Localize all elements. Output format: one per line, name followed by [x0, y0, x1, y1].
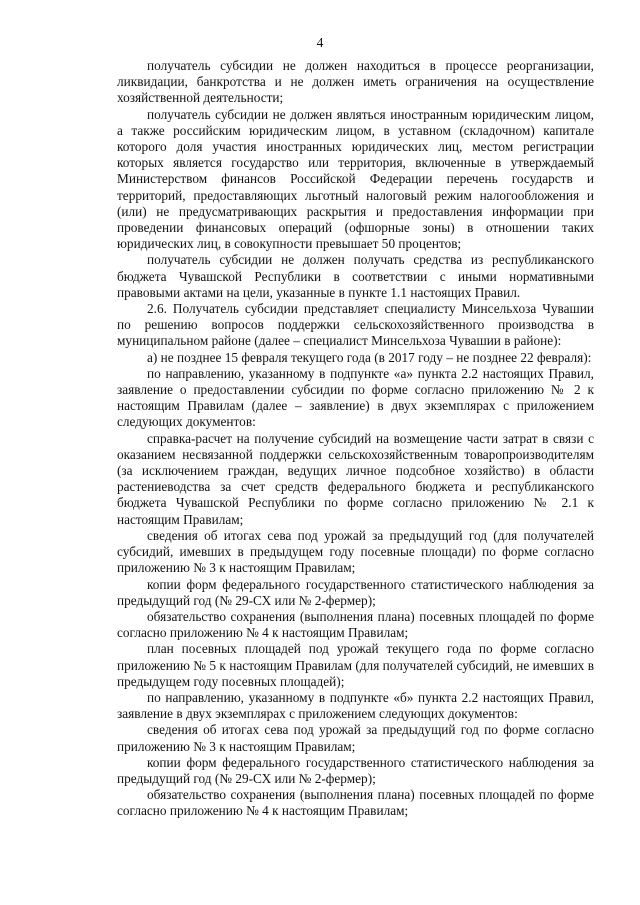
paragraph: обязательство сохранения (выполнения плана) посевных площадей по форме согласно приложению № 4 к настоящим Правилам;: [117, 787, 594, 819]
paragraph: справка-расчет на получение субсидий на возмещение части затрат в связи с оказанием несвязанной поддержки сельскохозяйственным товаропроизводителям (за исключением граждан, ведущих личное подсобное хозяйство) в области растениеводства за счет средств федерального бюджета и республиканского бюджета Чувашской Республики по форме согласно приложению № 2.1 к настоящим Правилам;: [117, 430, 594, 527]
paragraph: получатель субсидии не должен являться иностранным юридическим лицом, а также российским юридическим лицом, в уставном (складочном) капитале которого доля участия иностранных юридических лиц, местом регистрации которых является государство или территория, включенные в утверждаемый Министерством финансов Российской Федерации перечень государств и территорий, предоставляющих льготный налоговый режим налогообложения и (или) не предусматривающих раскрытия и предоставления информации при проведении финансовых операций (офшорные зоны) в отношении таких юридических лиц, в совокупности превышает 50 процентов;: [117, 106, 594, 252]
paragraph: а) не позднее 15 февраля текущего года (в 2017 году – не позднее 22 февраля):: [147, 349, 592, 365]
paragraph: копии форм федерального государственного статистического наблюдения за предыдущий год (№ 29-СХ или № 2-фермер);: [117, 754, 594, 786]
paragraph: обязательство сохранения (выполнения плана) посевных площадей по форме согласно приложению № 4 к настоящим Правилам;: [117, 608, 594, 641]
paragraph: 2.6. Получатель субсидии представляет специалисту Минсельхоза Чувашии по решению вопросов поддержки сельскохозяйственного производства в муниципальном районе (далее – специалист Минсельхоза Чувашии в районе):: [117, 301, 594, 349]
paragraph: сведения об итогах сева под урожай за предыдущий год по форме согласно приложению № 3 к настоящим Правилам;: [117, 722, 594, 754]
paragraph: сведения об итогах сева под урожай за предыдущий год (для получателей субсидий, имевших в предыдущем году посевные площади) по форме согласно приложению № 3 к настоящим Правилам;: [117, 527, 594, 576]
paragraph: получатель субсидии не должен получать средства из республиканского бюджета Чувашской Республики в соответствии с иными нормативными правовыми актами на цели, указанные в пункте 1.1 настоящих Правил.: [117, 252, 594, 300]
paragraph: по направлению, указанному в подпункте «а» пункта 2.2 настоящих Правил, заявление о предоставлении субсидии по форме согласно приложению № 2 к настоящим Правилам (далее – заявление) в двух экземплярах с приложением следующих документов:: [117, 365, 594, 430]
paragraph: план посевных площадей под урожай текущего года по форме согласно приложению № 5 к настоящим Правилам (для получателей субсидий, не имевших в предыдущем году посевных площадей);: [117, 641, 594, 689]
page-number: 4: [316, 35, 324, 50]
paragraph: по направлению, указанному в подпункте «б» пункта 2.2 настоящих Правил, заявление в двух экземплярах с приложением следующих документов:: [117, 689, 594, 722]
paragraph: получатель субсидии не должен находиться в процессе реорганизации, ликвидации, банкротства и не должен иметь ограничения на осуществление хозяйственной деятельности;: [117, 58, 594, 106]
body-text: [117, 58, 594, 820]
paragraph: копии форм федерального государственного статистического наблюдения за предыдущий год (№ 29-СХ или № 2-фермер);: [117, 576, 594, 608]
